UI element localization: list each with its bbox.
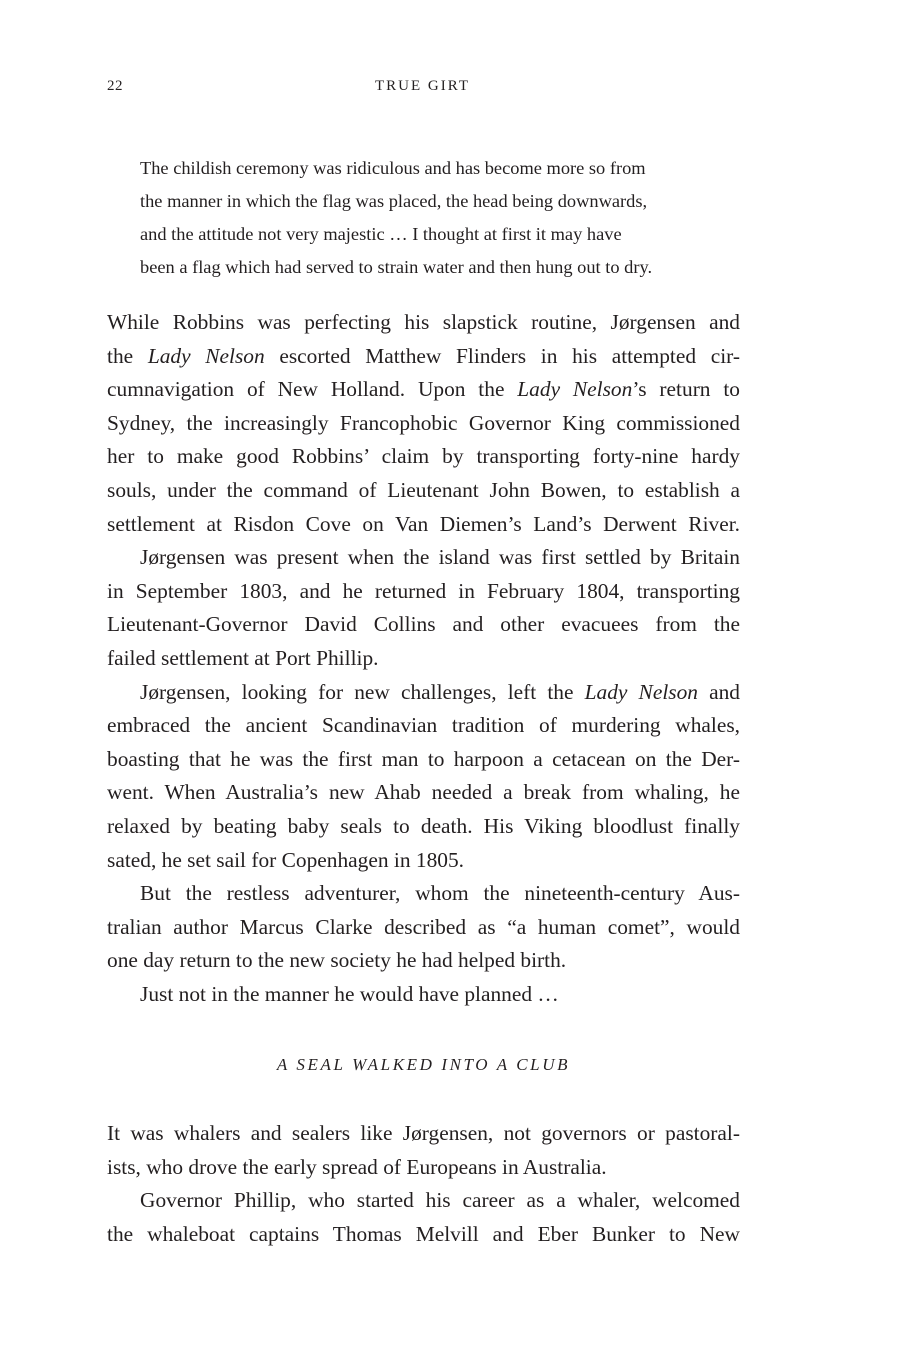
block-quote-line: been a flag which had served to strain water and then hung out to dry. [140, 257, 653, 277]
block-quote-line: the manner in which the flag was placed, the head being downwards, [140, 191, 648, 211]
ship-name: Lady Nelson [584, 679, 698, 704]
paragraph-line: It was whalers and sealers like Jørgensen, not governors or pastoral- [107, 1121, 740, 1145]
paragraph-line [107, 340, 740, 374]
paragraph-line: While Robbins was perfecting his slapstick routine, Jørgensen and [107, 310, 740, 334]
running-head: TRUE GIRT [374, 78, 470, 94]
section-heading: A SEAL WALKED INTO A CLUB [276, 1055, 571, 1074]
paragraph-line: in September 1803, and he returned in February 1804, transporting [107, 578, 740, 603]
page-number: 22 [107, 78, 123, 94]
text-run: cumnavigation of New Holland. Upon the [107, 377, 518, 402]
paragraph-line: sated, he set sail for Copenhagen in 1805. [107, 847, 465, 872]
text-run: Jørgensen, looking for new challenges, left the [140, 679, 585, 704]
paragraph-line: her to make good Robbins’ claim by transporting forty-nine hardy [107, 444, 740, 469]
block-quote-line: The childish ceremony was ridiculous and has become more so from [140, 158, 646, 178]
paragraph-line [107, 373, 740, 407]
paragraph-line: Just not in the manner he would have planned … [140, 981, 559, 1006]
body-text-section-1 [107, 306, 740, 1011]
text-run: escorted Matthew Flinders in his attempted cir- [264, 343, 740, 368]
text-run: the [107, 343, 148, 368]
paragraph-line: the whaleboat captains Thomas Melvill and Eber Bunker to New [107, 1221, 740, 1246]
ship-name: Lady Nelson [147, 343, 265, 368]
paragraph-line: went. When Australia’s new Ahab needed a break from whaling, he [107, 780, 740, 805]
paragraph-line [107, 676, 740, 710]
paragraph-line: embraced the ancient Scandinavian tradition of murdering whales, [107, 713, 740, 738]
ship-name: Lady Nelson [517, 377, 633, 402]
block-quote-line: and the attitude not very majestic … I thought at first it may have [140, 224, 622, 244]
paragraph-line: Jørgensen was present when the island was first settled by Britain [140, 545, 740, 570]
paragraph-line: Sydney, the increasingly Francophobic Governor King commissioned [107, 410, 740, 435]
paragraph-line: boasting that he was the first man to harpoon a cetacean on the Der- [107, 746, 740, 771]
paragraph-line: failed settlement at Port Phillip. [107, 645, 379, 670]
body-text-section-2 [107, 1117, 740, 1251]
paragraph-line: souls, under the command of Lieutenant John Bowen, to establish a [107, 477, 740, 502]
text-run: ’s return to [632, 377, 740, 402]
paragraph-line: Lieutenant-Governor David Collins and other evacuees from the [107, 612, 740, 637]
paragraph-line: settlement at Risdon Cove on Van Diemen’s Land’s Derwent River. [107, 511, 740, 536]
paragraph-line: tralian author Marcus Clarke described as “a human comet”, would [107, 914, 740, 939]
paragraph-line: ists, who drove the early spread of Europeans in Australia. [107, 1154, 607, 1179]
paragraph-line: Governor Phillip, who started his career as a whaler, welcomed [140, 1188, 740, 1213]
paragraph-line: relaxed by beating baby seals to death. His Viking bloodlust finally [107, 813, 740, 838]
paragraph-line: one day return to the new society he had helped birth. [107, 948, 567, 973]
block-quote [140, 152, 740, 284]
text-run: and [697, 679, 741, 704]
paragraph-line: But the restless adventurer, whom the nineteenth-century Aus- [140, 881, 740, 906]
